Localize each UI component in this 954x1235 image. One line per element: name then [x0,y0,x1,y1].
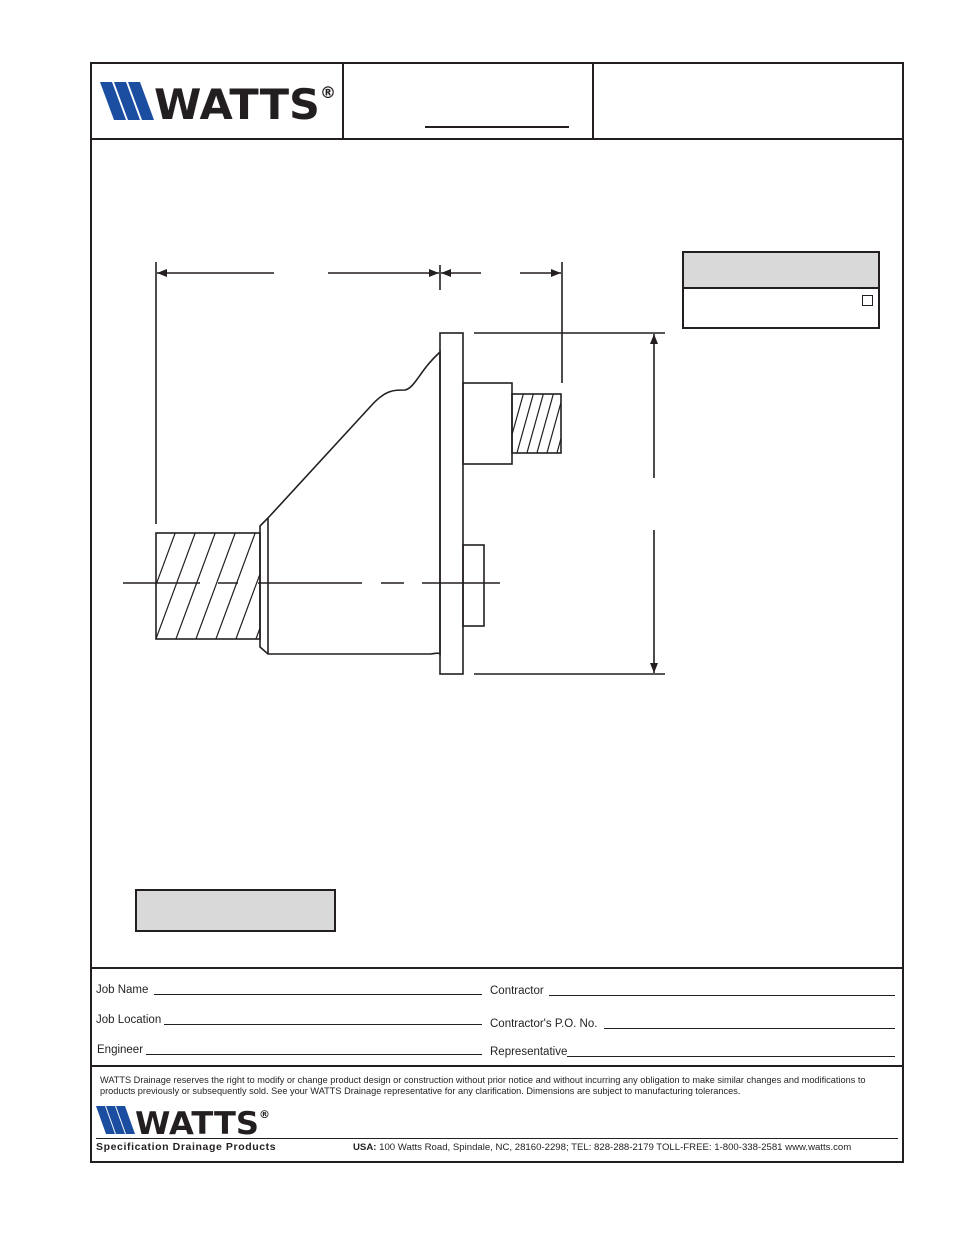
representative-label: Representative [490,1046,568,1058]
footer-rule [96,1138,898,1139]
job-name-field[interactable] [154,994,482,995]
engineer-label: Engineer [97,1044,144,1056]
footer-address [353,1142,851,1153]
footer-watts-logo-text: WATTS [135,1106,259,1136]
job-section-top-rule [90,967,904,969]
job-location-label: Job Location [96,1014,162,1026]
drain-boss [463,545,484,626]
job-section-bottom-rule [90,1065,904,1067]
representative-field[interactable] [567,1056,895,1057]
registered-mark: ® [320,83,336,102]
contractor-field[interactable] [549,995,895,996]
contractor-po-field[interactable] [604,1028,895,1029]
job-location-field[interactable] [164,1024,482,1025]
engineer-field[interactable] [146,1054,482,1055]
inlet-thread [156,533,260,639]
footer-registered-mark: ® [259,1108,270,1121]
footer-watts-logo [96,1104,272,1136]
footer-watts-logo-stripes-icon [96,1106,135,1134]
footer-tagline: Specification Drainage Products [96,1141,277,1153]
watts-logo-text: WATTS [154,80,320,124]
address-country: USA: [353,1142,377,1153]
address-details: 100 Watts Road, Spindale, NC, 28160-2298; TEL: 828-288-2179 TOLL-FREE: 1-800-338-2581 www.watts.com [376,1142,852,1153]
disclaimer-text: WATTS Drainage reserves the right to modify or change product design or construction without prior notice and without incurring any obligation to make similar changes and modifications to products previously or subsequently sold. See your WATTS Drainage representative for any clarification. Dimensions are subject to manufacturing tolerances. [100,1075,866,1096]
contractor-label: Contractor [490,985,544,997]
contractor-po-label: Contractor's P.O. No. [490,1018,598,1030]
valve-body [260,352,440,654]
outlet-boss [463,383,512,464]
mounting-flange [440,333,463,674]
job-name-label: Job Name [96,984,149,996]
